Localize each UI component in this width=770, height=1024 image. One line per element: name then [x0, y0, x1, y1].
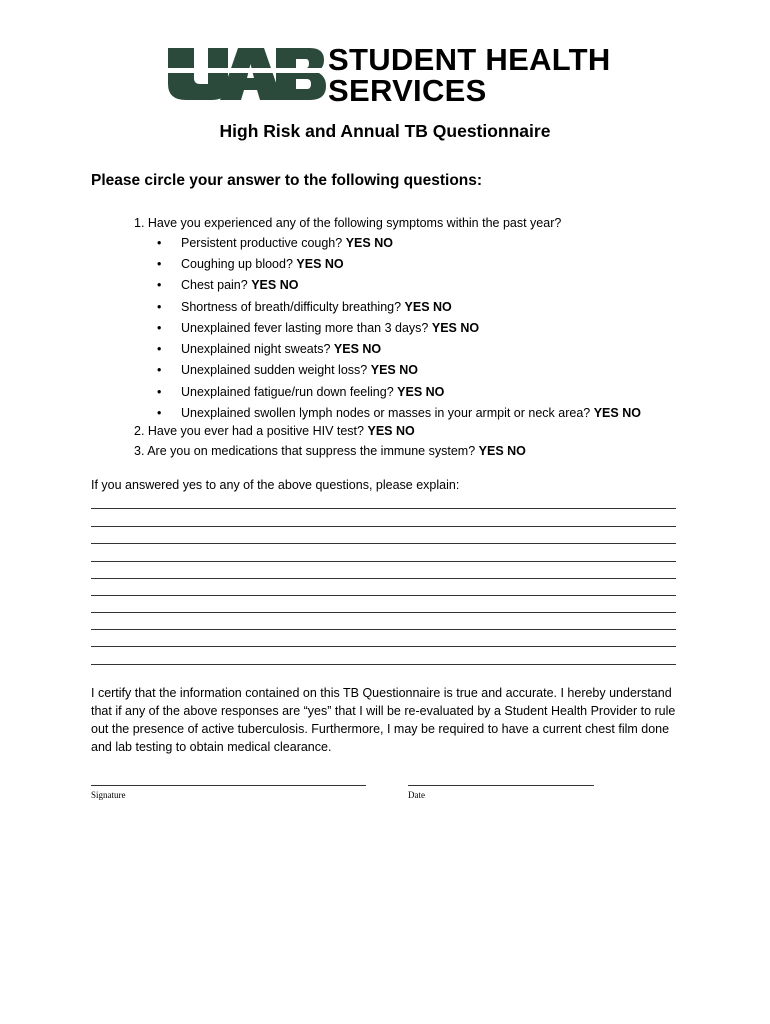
symptom-text: Coughing up blood?: [181, 257, 293, 271]
explanation-line[interactable]: [91, 629, 676, 630]
yes-no-answer[interactable]: YES NO: [296, 257, 344, 271]
explanation-line[interactable]: [91, 543, 676, 544]
symptom-item: [181, 300, 452, 314]
yes-no-answer[interactable]: YES NO: [367, 424, 415, 438]
explanation-line[interactable]: [91, 646, 676, 647]
yes-no-answer[interactable]: YES NO: [345, 236, 393, 250]
explanation-line[interactable]: [91, 561, 676, 562]
question-text: 1. Have you experienced any of the following symptoms within the past year?: [134, 216, 562, 230]
explanation-line[interactable]: [91, 664, 676, 665]
bullet-icon: •: [157, 385, 162, 399]
signature-label: Signature: [91, 790, 126, 800]
yes-no-answer[interactable]: YES NO: [478, 444, 526, 458]
bullet-icon: •: [157, 278, 162, 292]
logo-text-student-health: STUDENT HEALTH: [328, 42, 611, 77]
bullet-icon: •: [157, 257, 162, 271]
symptom-item: [181, 257, 344, 271]
symptom-item: [181, 236, 393, 250]
yes-no-answer[interactable]: YES NO: [370, 363, 418, 377]
symptom-item: [181, 321, 479, 335]
symptom-text: Chest pain?: [181, 278, 248, 292]
yes-no-answer[interactable]: YES NO: [431, 321, 480, 335]
symptom-text: Unexplained sudden weight loss?: [181, 363, 368, 377]
yes-no-answer[interactable]: YES NO: [333, 342, 382, 356]
uab-logo-mark: [168, 44, 326, 102]
symptom-text: Persistent productive cough?: [181, 236, 343, 250]
symptom-item: [181, 342, 381, 356]
yes-no-answer[interactable]: YES NO: [593, 406, 641, 420]
symptom-text: Unexplained swollen lymph nodes or masses in your armpit or neck area?: [181, 406, 591, 420]
symptom-text: Shortness of breath/difficulty breathing?: [181, 300, 402, 314]
explanation-line[interactable]: [91, 578, 676, 579]
question-2: [134, 424, 415, 438]
yes-no-answer[interactable]: YES NO: [404, 300, 452, 314]
symptom-text: Unexplained night sweats?: [181, 342, 331, 356]
symptom-item: [181, 363, 418, 377]
question-1: [134, 216, 561, 230]
page-title: High Risk and Annual TB Questionnaire: [219, 121, 551, 141]
question-3: [134, 444, 526, 458]
symptom-text: Unexplained fatigue/run down feeling?: [181, 385, 394, 399]
explanation-line[interactable]: [91, 526, 676, 527]
instructions-heading: Please circle your answer to the following questions:: [91, 172, 483, 189]
bullet-icon: •: [157, 300, 162, 314]
explain-label: If you answered yes to any of the above questions, please explain:: [91, 478, 460, 492]
certification-statement: I certify that the information contained on this TB Questionnaire is true and accurate. I hereby understand that if any of the above responses are “yes” that I will be re-evaluated by a Student Health Provider to rule out the presence of active tuberculosis. Furthermore, I may be required to have a current chest film done and lab testing to obtain medical clearance.: [91, 686, 676, 754]
symptom-item: [181, 385, 444, 399]
symptom-item: [181, 278, 298, 292]
bullet-icon: •: [157, 363, 162, 377]
signature-line[interactable]: [91, 785, 366, 786]
symptom-text: Unexplained fever lasting more than 3 days?: [181, 321, 429, 335]
explanation-line[interactable]: [91, 508, 676, 509]
bullet-icon: •: [157, 236, 162, 250]
bullet-icon: •: [157, 406, 162, 420]
explanation-line[interactable]: [91, 612, 676, 613]
question-text: 2. Have you ever had a positive HIV test?: [134, 424, 364, 438]
uab-student-health-logo: [168, 42, 611, 108]
bullet-icon: •: [157, 321, 162, 335]
yes-no-answer[interactable]: YES NO: [251, 278, 299, 292]
yes-no-answer[interactable]: YES NO: [397, 385, 445, 399]
date-label: Date: [408, 790, 425, 800]
bullet-icon: •: [157, 342, 162, 356]
question-text: 3. Are you on medications that suppress the immune system?: [134, 444, 476, 458]
explanation-line[interactable]: [91, 595, 676, 596]
date-line[interactable]: [408, 785, 594, 786]
symptom-item: [181, 406, 641, 420]
logo-text-services: SERVICES: [328, 73, 487, 108]
